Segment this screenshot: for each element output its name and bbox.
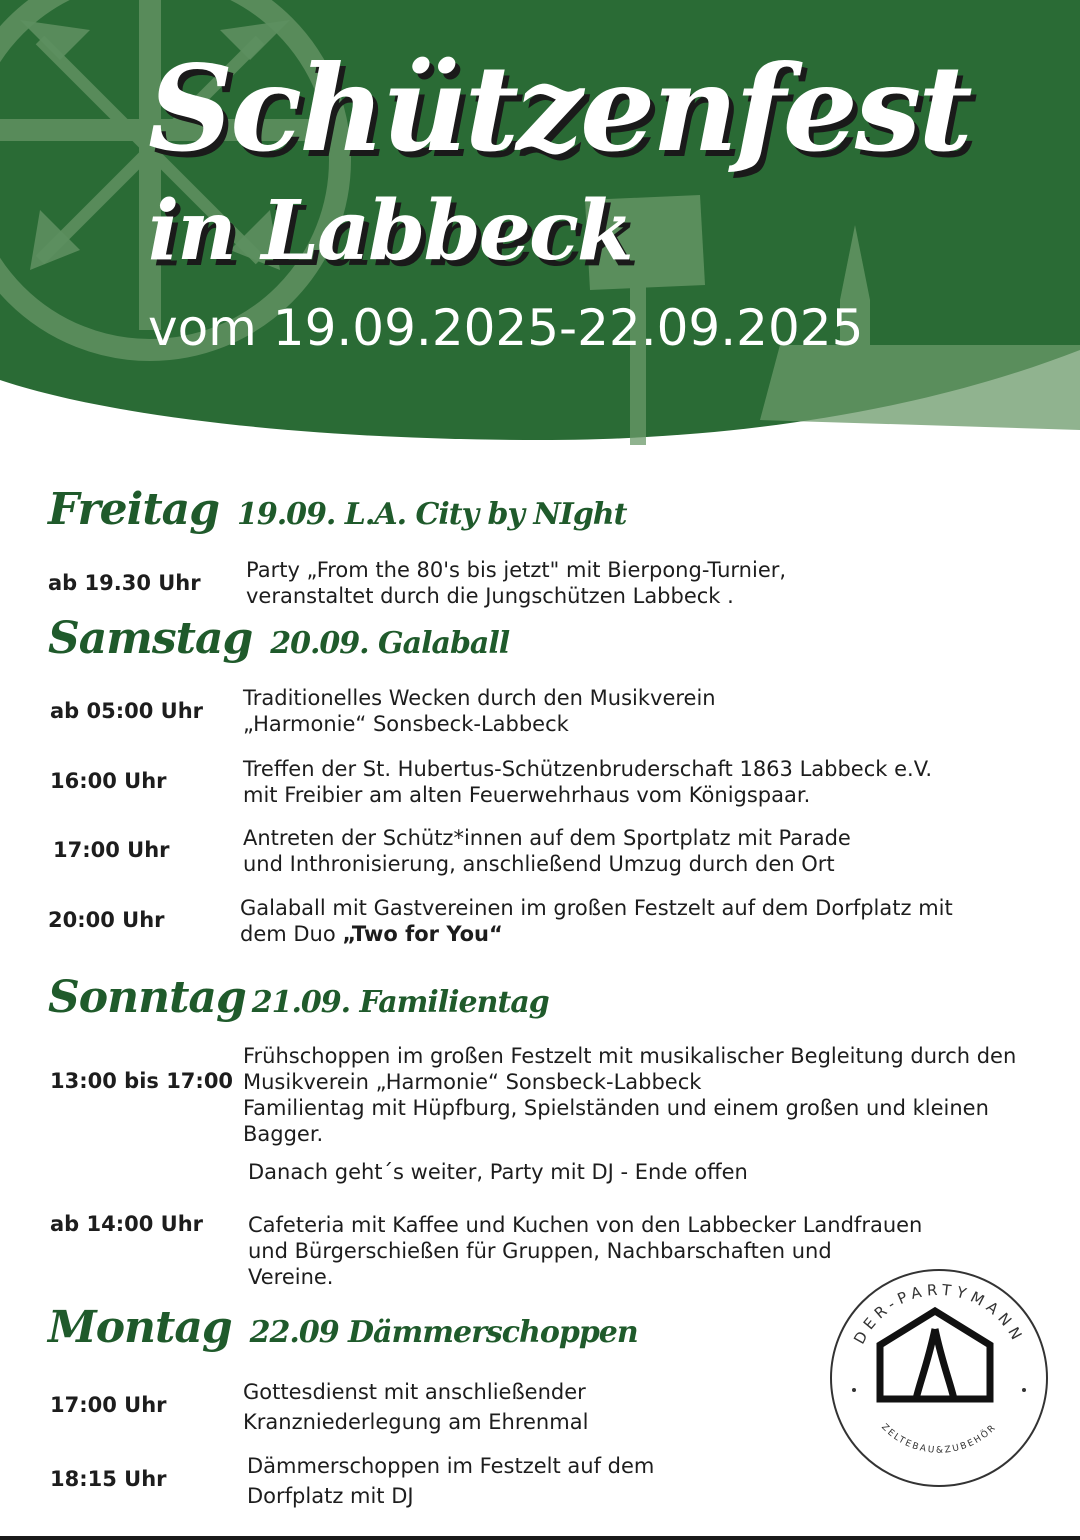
- event-description: Galaball mit Gastvereinen im großen Festzelt auf dem Dorfplatz mit dem Duo „Two for You“: [240, 896, 953, 946]
- day-name: Freitag: [48, 484, 219, 535]
- day-heading-sonntag: [48, 972, 549, 1023]
- event-time: ab 14:00 Uhr: [50, 1212, 204, 1236]
- day-heading-freitag: [48, 484, 626, 535]
- event-description: Party „From the 80's bis jetzt" mit Bierpong-Turnier, veranstaltet durch die Jungschützen Labbeck .: [246, 558, 787, 608]
- event-time: 13:00 bis 17:00: [50, 1069, 234, 1093]
- title-line-1: Schützenfest: [148, 39, 970, 178]
- event-time: 20:00 Uhr: [48, 908, 165, 932]
- event-description: Frühschoppen im großen Festzelt mit musikalischer Begleitung durch den Musikverein „Harmonie“ Sonsbeck-Labbeck Familientag mit Hüpfburg, Spielständen und einem großen und kleinen Bagger.: [243, 1044, 1017, 1146]
- event-time: 16:00 Uhr: [50, 769, 167, 793]
- day-heading-samstag: [48, 613, 509, 664]
- event-time: 17:00 Uhr: [53, 838, 170, 862]
- partymann-logo: [828, 1267, 1050, 1489]
- bottom-border: [0, 1536, 1080, 1540]
- event-description: Danach geht´s weiter, Party mit DJ - Ende offen: [248, 1160, 748, 1184]
- day-name: Sonntag: [48, 972, 246, 1023]
- date-range: vom 19.09.2025-22.09.2025: [148, 299, 864, 357]
- event-time: ab 05:00 Uhr: [50, 699, 204, 723]
- event-time: ab 19.30 Uhr: [48, 571, 201, 595]
- day-subtitle: 22.09 Dämmerschoppen: [249, 1315, 638, 1350]
- event-description: Antreten der Schütz*innen auf dem Sportplatz mit Parade und Inthronisierung, anschließend Umzug durch den Ort: [243, 826, 851, 876]
- event-description: Treffen der St. Hubertus-Schützenbruderschaft 1863 Labbeck e.V. mit Freibier am alten Feuerwehrhaus vom Königspaar.: [243, 757, 933, 807]
- day-name: Samstag: [48, 613, 253, 664]
- event-description: Cafeteria mit Kaffee und Kuchen von den Labbecker Landfrauen und Bürgerschießen für Gruppen, Nachbarschaften und Vereine.: [248, 1213, 923, 1289]
- day-subtitle: 21.09. Familientag: [251, 985, 549, 1020]
- event-time: 18:15 Uhr: [50, 1467, 167, 1491]
- day-subtitle: 19.09. L.A. City by NIght: [236, 497, 627, 532]
- event-time: 17:00 Uhr: [50, 1393, 167, 1417]
- event-description: Gottesdienst mit anschließender Kranzniederlegung am Ehrenmal: [243, 1380, 589, 1434]
- event-description: Traditionelles Wecken durch den Musikverein „Harmonie“ Sonsbeck-Labbeck: [243, 686, 716, 736]
- day-subtitle: 20.09. Galaball: [270, 626, 510, 661]
- day-heading-montag: [48, 1302, 638, 1353]
- day-name: Montag: [48, 1302, 232, 1353]
- logo-top-text: DER-PARTYMANN: [850, 1280, 1028, 1348]
- logo-bottom-text: ZELTEBAU&ZUBEHÖR: [879, 1422, 999, 1456]
- event-description: Dämmerschoppen im Festzelt auf dem Dorfplatz mit DJ: [247, 1454, 655, 1508]
- header-banner: [0, 0, 1080, 460]
- title-line-2: in Labbeck: [148, 183, 632, 279]
